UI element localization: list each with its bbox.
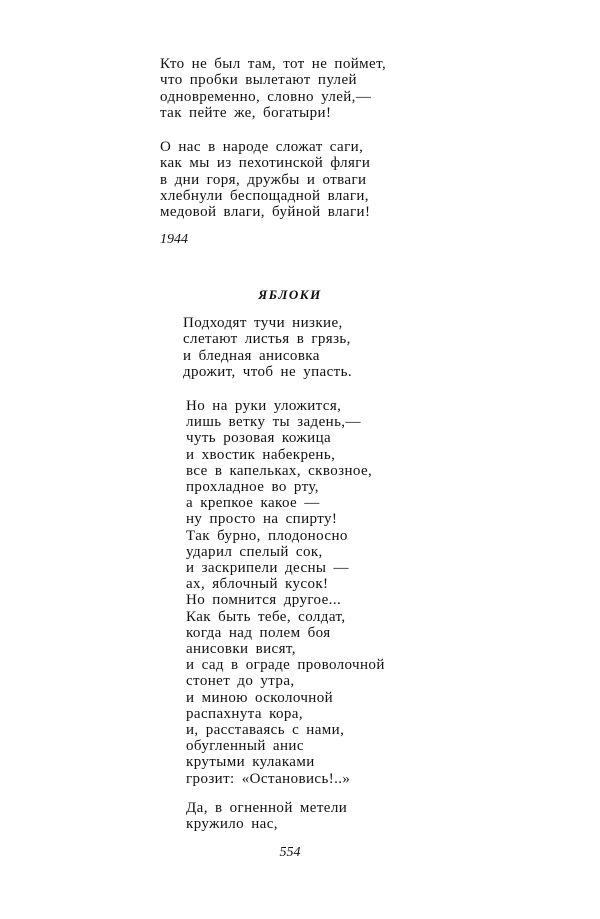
verse-line: стонет до утра, <box>186 673 295 690</box>
verse-line: как мы из пехотинской фляги <box>160 155 371 172</box>
verse-line: ах, яблочный кусок! <box>186 576 329 593</box>
verse-line: крутыми кулаками <box>186 754 315 771</box>
verse-line: анисовки висят, <box>186 641 296 658</box>
verse-line: и, расставаясь с нами, <box>186 722 345 739</box>
verse-line: Но помнится другое... <box>186 592 342 609</box>
verse-line: слетают листья в грязь, <box>183 331 351 348</box>
verse-line: и миною осколочной <box>186 689 334 706</box>
verse-line: обугленный анис <box>186 738 304 755</box>
verse-line: все в капельках, сквозное, <box>186 462 373 479</box>
verse-line: а крепкое какое — <box>186 495 320 512</box>
stanza <box>183 315 352 380</box>
verse-line: и бледная анисовка <box>183 347 320 364</box>
poem-title: ЯБЛОКИ <box>258 287 322 302</box>
verse-line: Как быть тебе, солдат, <box>186 608 346 625</box>
stanza <box>186 800 347 833</box>
stanza <box>186 398 385 787</box>
verse-line: грозит: «Остановись!..» <box>186 770 351 787</box>
stanza <box>160 56 386 121</box>
verse-line: Да, в огненной метели <box>186 800 348 816</box>
poem-year: 1944 <box>160 232 188 247</box>
verse-line: О нас в народе сложат саги, <box>160 139 364 155</box>
verse-line: Но на руки уложится, <box>186 398 342 414</box>
verse-line: дрожит, чтоб не упасть. <box>183 363 352 380</box>
page-number: 554 <box>279 845 301 860</box>
verse-line: хлебнули беспощадной влаги, <box>160 187 369 204</box>
stanza <box>160 139 370 220</box>
verse-line: одновременно, словно улей,— <box>160 88 372 105</box>
verse-line: распахнута кора, <box>186 705 304 722</box>
verse-line: прохладное во рту, <box>186 479 319 496</box>
verse-line: Кто не был там, тот не поймет, <box>160 56 387 72</box>
verse-line: медовой влаги, буйной влаги! <box>160 204 371 221</box>
verse-line: и заскрипели десны — <box>186 560 349 577</box>
verse-line: чуть розовая кожица <box>186 430 332 447</box>
verse-line: ударил спелый сок, <box>186 543 323 560</box>
verse-line: лишь ветку ты задень,— <box>186 414 361 431</box>
verse-line: Подходят тучи низкие, <box>183 315 343 331</box>
verse-line: когда над полем боя <box>186 624 331 641</box>
verse-line: в дни горя, дружбы и отваги <box>160 171 367 188</box>
verse-line: и сад в ограде проволочной <box>186 657 385 674</box>
verse-line: и хвостик набекрень, <box>186 446 336 463</box>
verse-line: ну просто на спирту! <box>186 511 338 528</box>
verse-line: кружило нас, <box>186 816 278 833</box>
verse-line: что пробки вылетают пулей <box>160 72 357 89</box>
verse-line: Так бурно, плодоносно <box>186 527 348 544</box>
verse-line: так пейте же, богатыри! <box>160 104 332 121</box>
